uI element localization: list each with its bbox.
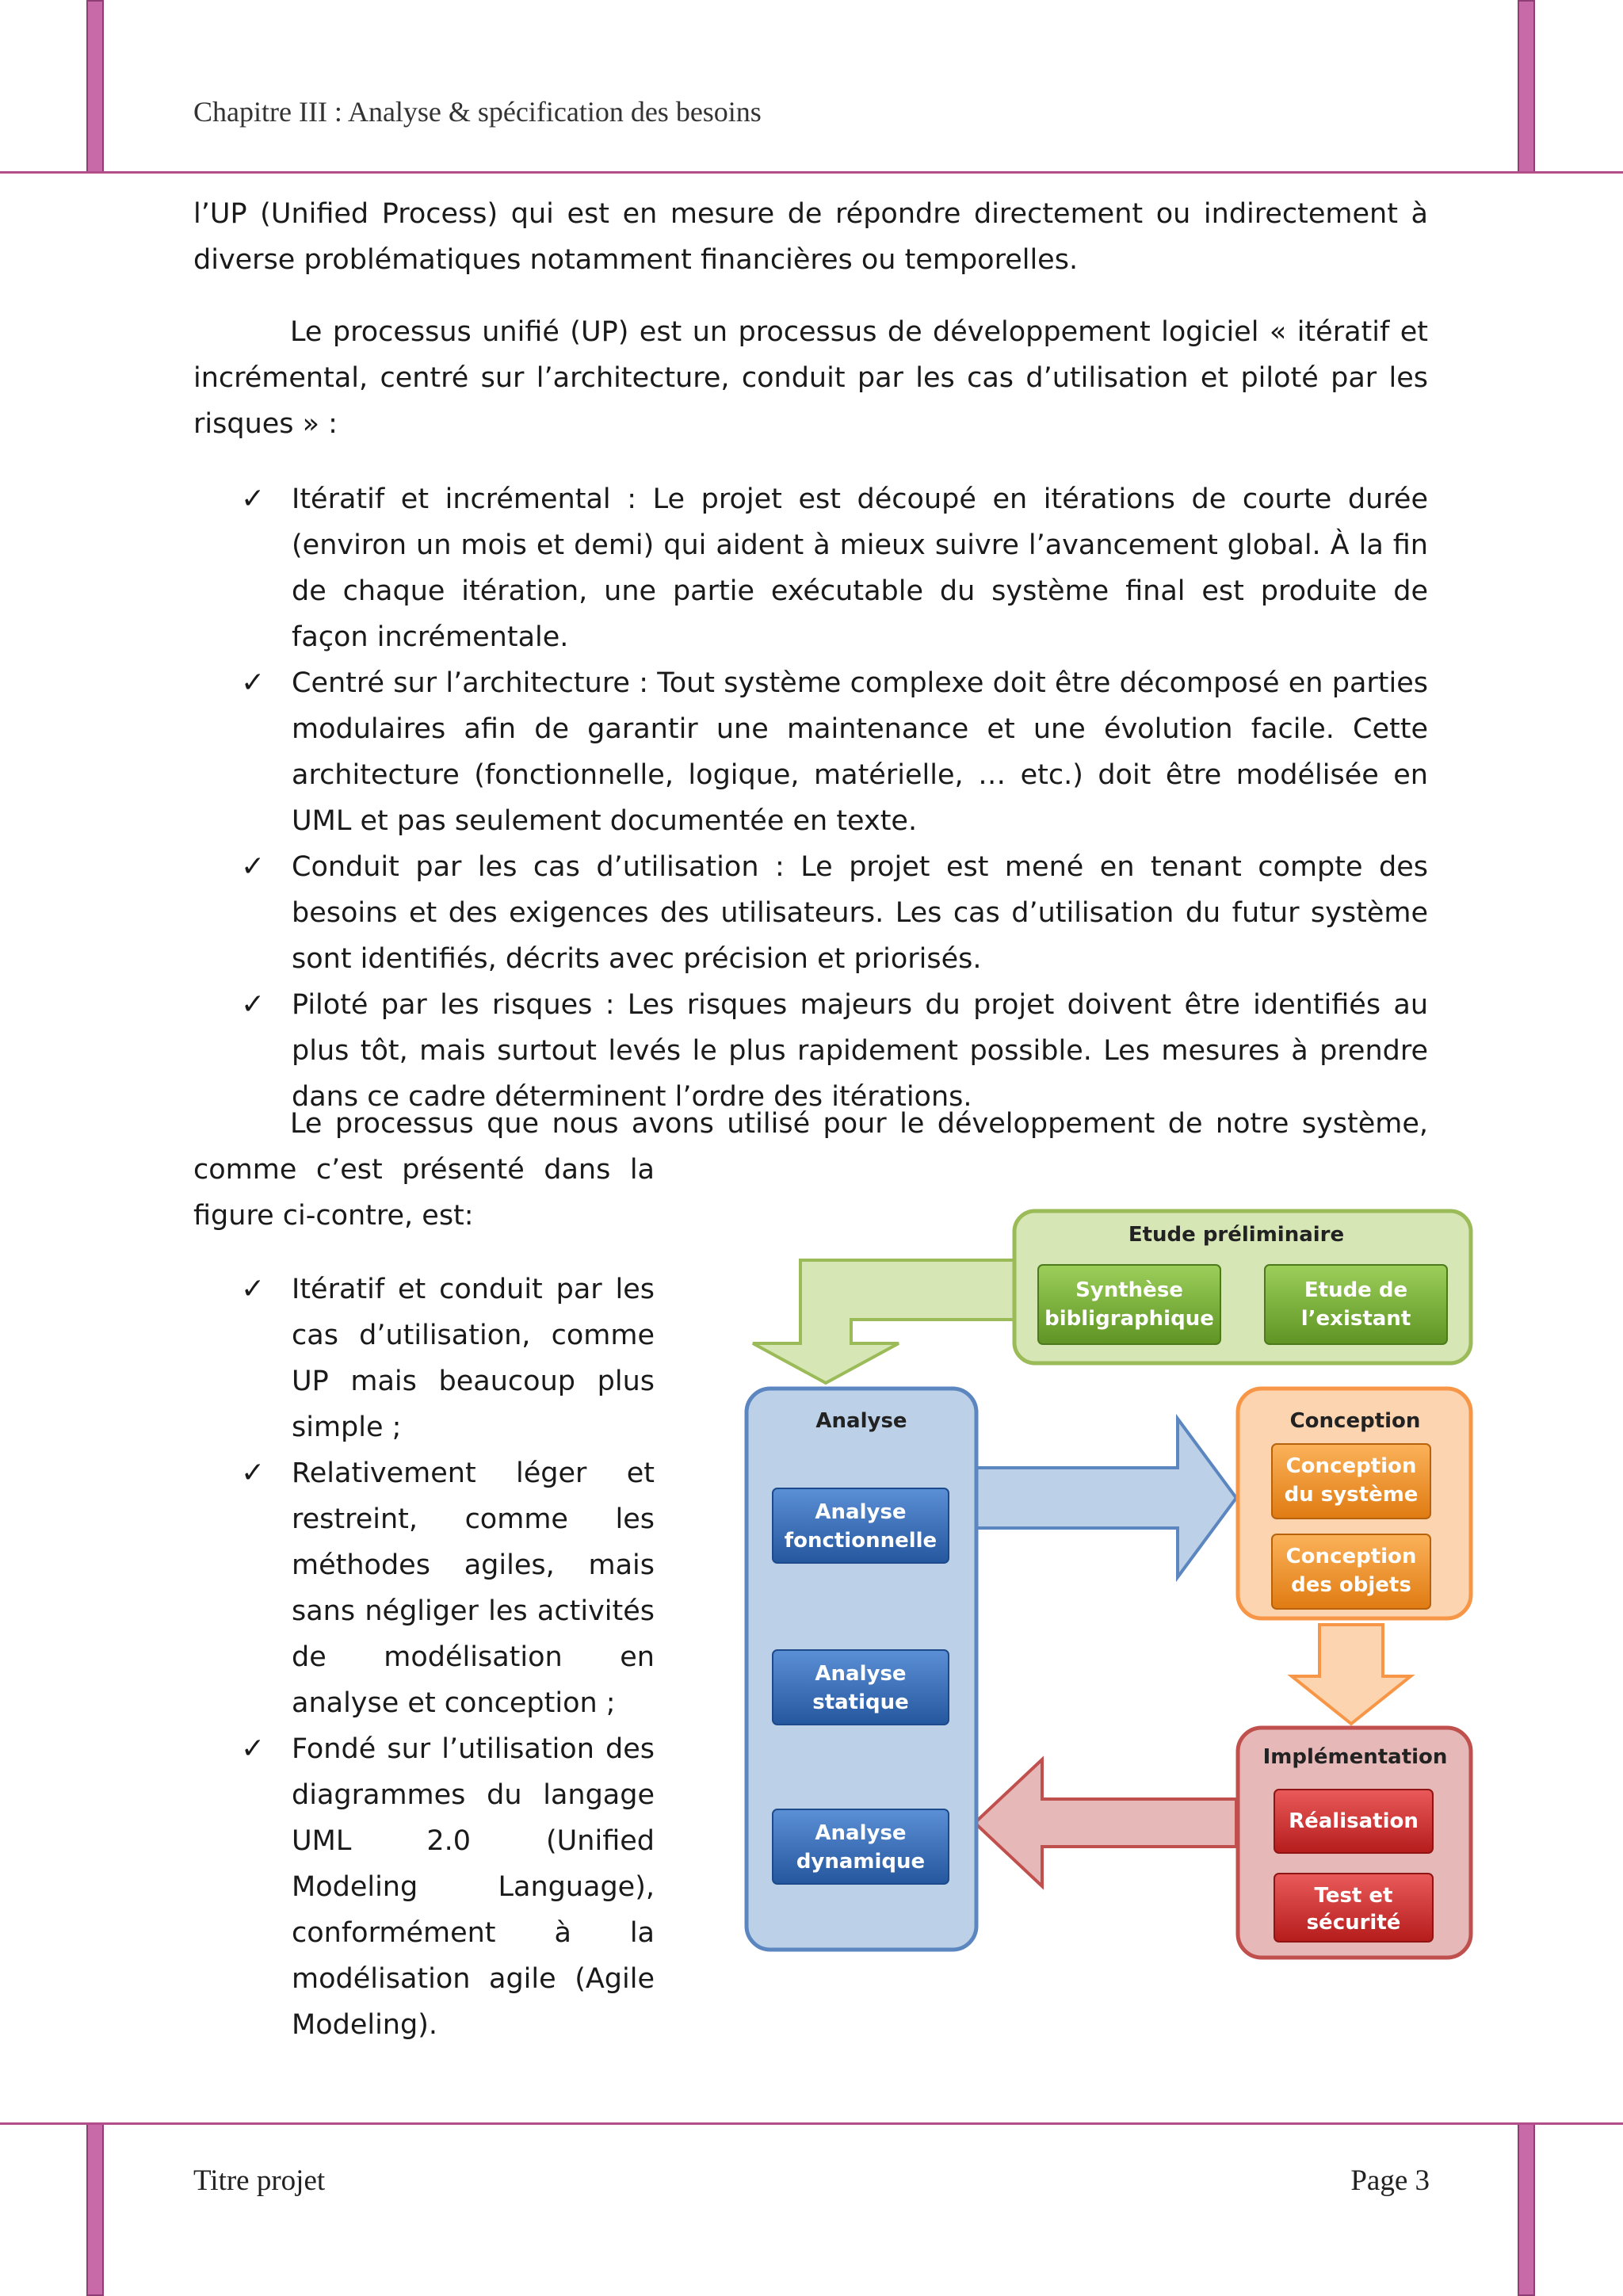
etude-item-synthese-line2: bibligraphique — [1044, 1307, 1214, 1331]
list-item: ✓ Itératif et incrémental : Le projet est découpé en itérations de courte durée (environ un mois et demi) qui aident à mieux suivre l’avancement global. À la fin de chaque itération, une partie exécutable du système final est produite de façon incrémentale. — [193, 476, 1428, 660]
analyse-item-dynamique-line1: Analyse — [815, 1821, 907, 1845]
arrow-etude-to-analyse — [753, 1260, 1014, 1383]
check-icon: ✓ — [241, 667, 265, 699]
footer-page-number: Page 3 — [1350, 2164, 1430, 2197]
analyse-item-fonctionnelle-line1: Analyse — [815, 1500, 907, 1524]
conception-item-objets-line2: des objets — [1291, 1573, 1411, 1597]
etude-item-synthese-line1: Synthèse — [1075, 1278, 1183, 1302]
implementation-item-test-line1: Test et — [1314, 1884, 1393, 1908]
footer-rule — [0, 2122, 1623, 2125]
etude-item-synthese — [1038, 1265, 1220, 1344]
arrow-implementation-to-analyse — [975, 1759, 1236, 1886]
check-icon: ✓ — [241, 850, 265, 883]
arrow-conception-to-implementation — [1292, 1625, 1411, 1724]
etude-item-existant — [1265, 1265, 1447, 1344]
analyse-item-statique-line1: Analyse — [815, 1662, 907, 1686]
footer-left: Titre projet — [193, 2164, 326, 2197]
intro-paragraph: l’UP (Unified Process) qui est en mesure de répondre directement ou indirectement à diverse problématiques notamment financières ou temporelles. — [193, 198, 1428, 276]
analyse-item-dynamique-line2: dynamique — [796, 1850, 926, 1874]
implementation-title: Implémentation — [1262, 1745, 1448, 1769]
check-icon: ✓ — [241, 988, 265, 1021]
list-item: ✓ Itératif et conduit par les cas d’utilisation, comme UP mais beaucoup plus simple ; — [193, 1266, 655, 1450]
header-left-bar — [86, 0, 104, 173]
analyse-item-statique-line2: statique — [812, 1690, 909, 1714]
arrow-analyse-to-conception — [975, 1419, 1236, 1577]
running-header: Chapitre III : Analyse & spécification des besoins — [193, 96, 762, 128]
analyse-item-fonctionnelle-line2: fonctionnelle — [784, 1529, 938, 1553]
header-rule — [0, 171, 1623, 174]
list-item: ✓ Relativement léger et restreint, comme les méthodes agiles, mais sans négliger les activités de modélisation en analyse et conception ; — [193, 1450, 655, 1726]
etude-title: Etude préliminaire — [1128, 1223, 1345, 1247]
process-diagram — [737, 1205, 1474, 1966]
etude-item-existant-line2: l’existant — [1300, 1307, 1411, 1331]
check-icon: ✓ — [241, 1273, 265, 1305]
implementation-item-realisation-line1: Réalisation — [1289, 1809, 1419, 1833]
check-icon: ✓ — [241, 1733, 265, 1765]
up-characteristics-list — [193, 476, 1428, 1120]
process-characteristics-list — [193, 1266, 655, 2048]
list-item: ✓ Conduit par les cas d’utilisation : Le projet est mené en tenant compte des besoins et des exigences des utilisateurs. Les cas d’utilisation du futur système sont identifiés, décrits avec précision et priorisés. — [193, 844, 1428, 982]
etude-item-existant-line1: Etude de — [1304, 1278, 1408, 1302]
check-icon: ✓ — [241, 483, 265, 515]
conception-title: Conception — [1289, 1409, 1421, 1433]
conception-item-objets-line1: Conception — [1285, 1545, 1417, 1568]
list-item: ✓ Fondé sur l’utilisation des diagrammes du langage UML 2.0 (Unified Modeling Language), conformément à la modélisation agile (Agile Modeling). — [193, 1726, 655, 2048]
conception-item-systeme-line2: du système — [1284, 1483, 1419, 1507]
list-item: ✓ Centré sur l’architecture : Tout système complexe doit être décomposé en parties modulaires afin de garantir une maintenance et une évolution facile. Cette architecture (fonctionnelle, logique, matérielle, … etc.) doit être modélisée en UML et pas seulement documentée en texte. — [193, 660, 1428, 844]
up-paragraph: Le processus unifié (UP) est un processus de développement logiciel « itératif et incrémental, centré sur l’architecture, conduit par les cas d’utilisation et piloté par les risques » : — [193, 316, 1428, 440]
process-intro-line2: comme c’est présenté dans la — [193, 1154, 655, 1186]
footer-right-bar — [1518, 2122, 1535, 2296]
implementation-item-test-line2: sécurité — [1306, 1911, 1401, 1935]
analyse-title: Analyse — [815, 1409, 907, 1433]
check-icon: ✓ — [241, 1457, 265, 1489]
process-intro-line3: figure ci-contre, est: — [193, 1200, 474, 1232]
footer-left-bar — [86, 2122, 104, 2296]
conception-item-systeme-line1: Conception — [1285, 1454, 1417, 1478]
header-right-bar — [1518, 0, 1535, 173]
list-item: ✓ Piloté par les risques : Les risques majeurs du projet doivent être identifiés au plus tôt, mais surtout levés le plus rapidement possible. Les mesures à prendre dans ce cadre déterminent l’ordre des itérations. — [193, 982, 1428, 1120]
process-intro-line1: Le processus que nous avons utilisé pour le développement de notre système, — [290, 1108, 1428, 1140]
